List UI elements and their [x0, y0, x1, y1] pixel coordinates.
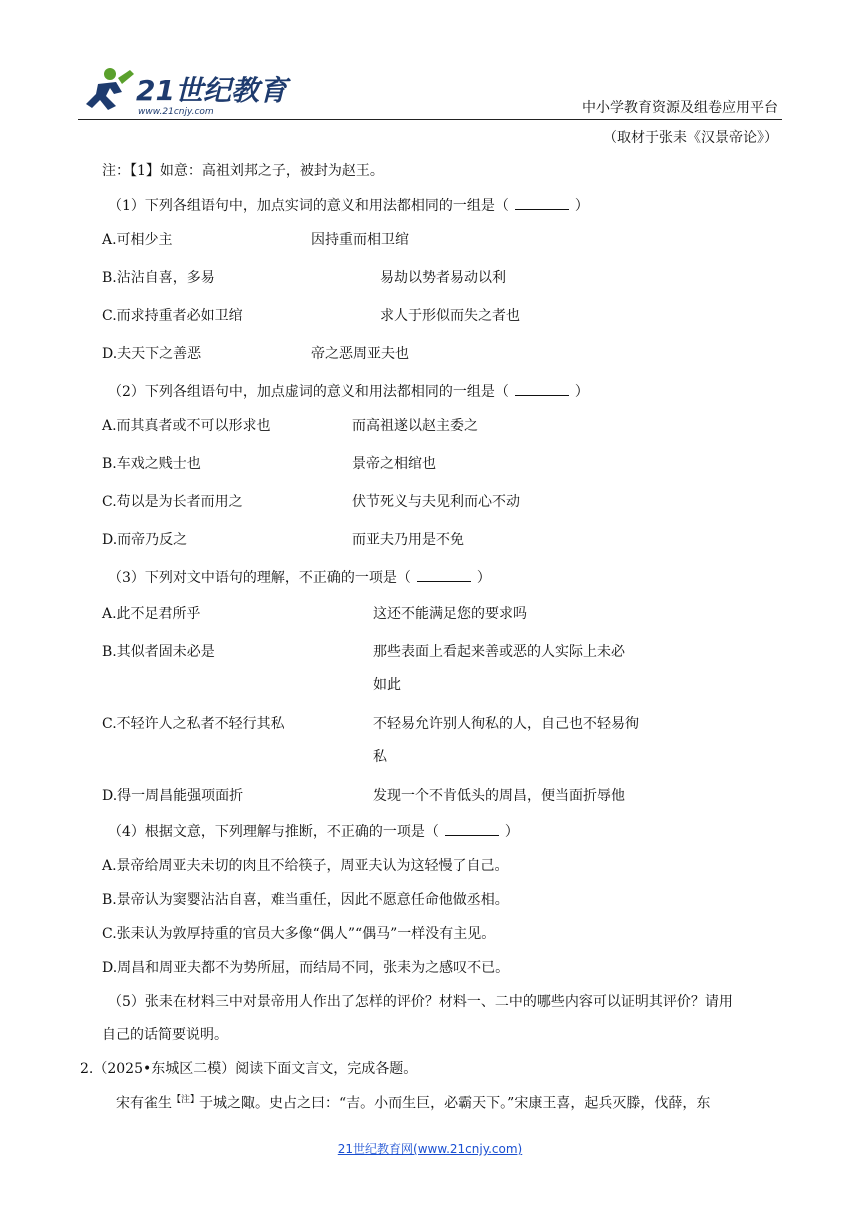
q1-option-c-left: C.而求持重者必如卫绾: [102, 308, 243, 324]
q3-option-c-right-cont: 私: [373, 749, 387, 765]
q1-option-b-right: 易劫以势者易动以利: [380, 270, 506, 286]
q3-option-d-left: D.得一周昌能强项面折: [102, 788, 244, 804]
q2-option-b-right: 景帝之相绾也: [352, 456, 436, 472]
question-5-line-1: （5）张耒在材料三中对景帝用人作出了怎样的评价？材料一、二中的哪些内容可以证明其评价？请用: [108, 994, 733, 1010]
q3-option-d-right: 发现一个不肯低头的周昌，便当面折辱他: [373, 788, 625, 804]
q4-option-b: B.景帝认为窦婴沾沾自喜，难当重任，因此不愿意任命他做丞相。: [102, 892, 509, 908]
passage-text-rest: 于城之陬。史占之曰：“吉。小而生巨，必霸天下。”宋康王喜，起兵灭滕，伐薛，东: [199, 1095, 711, 1112]
q1-option-c-right: 求人于形似而失之者也: [380, 308, 520, 324]
question-5-line-2: 自己的话简要说明。: [102, 1027, 228, 1043]
q3-option-b-right: 那些表面上看起来善或恶的人实际上未必: [373, 644, 625, 660]
q2-option-a-right: 而高祖遂以赵主委之: [352, 418, 478, 434]
q2-option-b-left: B.车戏之贱士也: [102, 456, 201, 472]
q2-option-d-right: 而亚夫乃用是不免: [352, 532, 464, 548]
question-1-close: ）: [574, 198, 589, 214]
source-citation: （取材于张耒《汉景帝论》）: [603, 130, 778, 146]
q2-option-a-left: A.而其真者或不可以形求也: [102, 418, 271, 434]
q1-option-d-left: D.夫天下之善恶: [102, 346, 202, 362]
question-1-text: （1）下列各组语句中，加点实词的意义和用法都相同的一组是（: [108, 198, 509, 214]
platform-name: 中小学教育资源及组卷应用平台: [582, 100, 778, 116]
q3-option-a-right: 这还不能满足您的要求吗: [373, 606, 527, 622]
question-2-title: 2.（2025•东城区二模）阅读下面文言文，完成各题。: [80, 1061, 418, 1077]
footer-link[interactable]: 21世纪教育网(www.21cnjy.com): [337, 1142, 523, 1156]
question-2-close: ）: [574, 384, 589, 400]
q3-option-b-right-cont: 如此: [373, 677, 401, 693]
footnote-marker: 【注】: [172, 1095, 200, 1105]
question-3-text: （3）下列对文中语句的理解，不正确的一项是（: [108, 570, 411, 586]
q2-option-c-left: C.苟以是为长者而用之: [102, 494, 243, 510]
q2-option-d-left: D.而帝乃反之: [102, 532, 188, 548]
q3-option-c-right: 不轻易允许别人徇私的人，自己也不轻易徇: [373, 716, 639, 732]
answer-blank[interactable]: [515, 197, 569, 210]
question-2-stem: [108, 381, 589, 401]
question-4-stem: [108, 821, 519, 841]
q3-option-c-left: C.不轻许人之私者不轻行其私: [102, 716, 285, 732]
q1-option-a-right: 因持重而相卫绾: [311, 232, 409, 248]
q4-option-c: C.张耒认为敦厚持重的官员大多像“偶人”“偶马”一样没有主见。: [102, 926, 496, 942]
q4-option-a: A.景帝给周亚夫未切的肉且不给筷子，周亚夫认为这轻慢了自己。: [102, 858, 509, 874]
annotation-note: 注：【1】如意：高祖刘邦之子，被封为赵王。: [102, 163, 384, 179]
question-1-stem: [108, 195, 589, 215]
answer-blank[interactable]: [445, 823, 499, 836]
answer-blank[interactable]: [515, 383, 569, 396]
q1-option-d-right: 帝之恶周亚夫也: [311, 346, 409, 362]
question-3-stem: [108, 567, 491, 587]
question-4-text: （4）根据文意，下列理解与推断，不正确的一项是（: [108, 824, 439, 840]
question-4-close: ）: [504, 824, 519, 840]
passage-text-start: 宋有雀生: [116, 1095, 172, 1112]
q1-option-b-left: B.沾沾自喜，多易: [102, 270, 215, 286]
runner-icon: [86, 68, 134, 110]
q3-option-a-left: A.此不足君所乎: [102, 606, 201, 622]
page-header: [0, 0, 860, 125]
logo-21cnjy: [78, 62, 287, 120]
question-3-close: ）: [476, 570, 491, 586]
q2-option-c-right: 伏节死义与夫见利而心不动: [352, 494, 520, 510]
logo-title: 21世纪教育: [136, 74, 287, 107]
q1-option-a-left: A.可相少主: [102, 232, 173, 248]
answer-blank[interactable]: [417, 569, 471, 582]
header-divider: [78, 119, 782, 120]
logo-url: www.21cnjy.com: [138, 107, 214, 117]
question-2-text: （2）下列各组语句中，加点虚词的意义和用法都相同的一组是（: [108, 384, 509, 400]
q4-option-d: D.周昌和周亚夫都不为势所屈，而结局不同，张耒为之感叹不已。: [102, 960, 510, 976]
passage-first-line: [116, 1092, 710, 1113]
q3-option-b-left: B.其似者固未必是: [102, 644, 215, 660]
